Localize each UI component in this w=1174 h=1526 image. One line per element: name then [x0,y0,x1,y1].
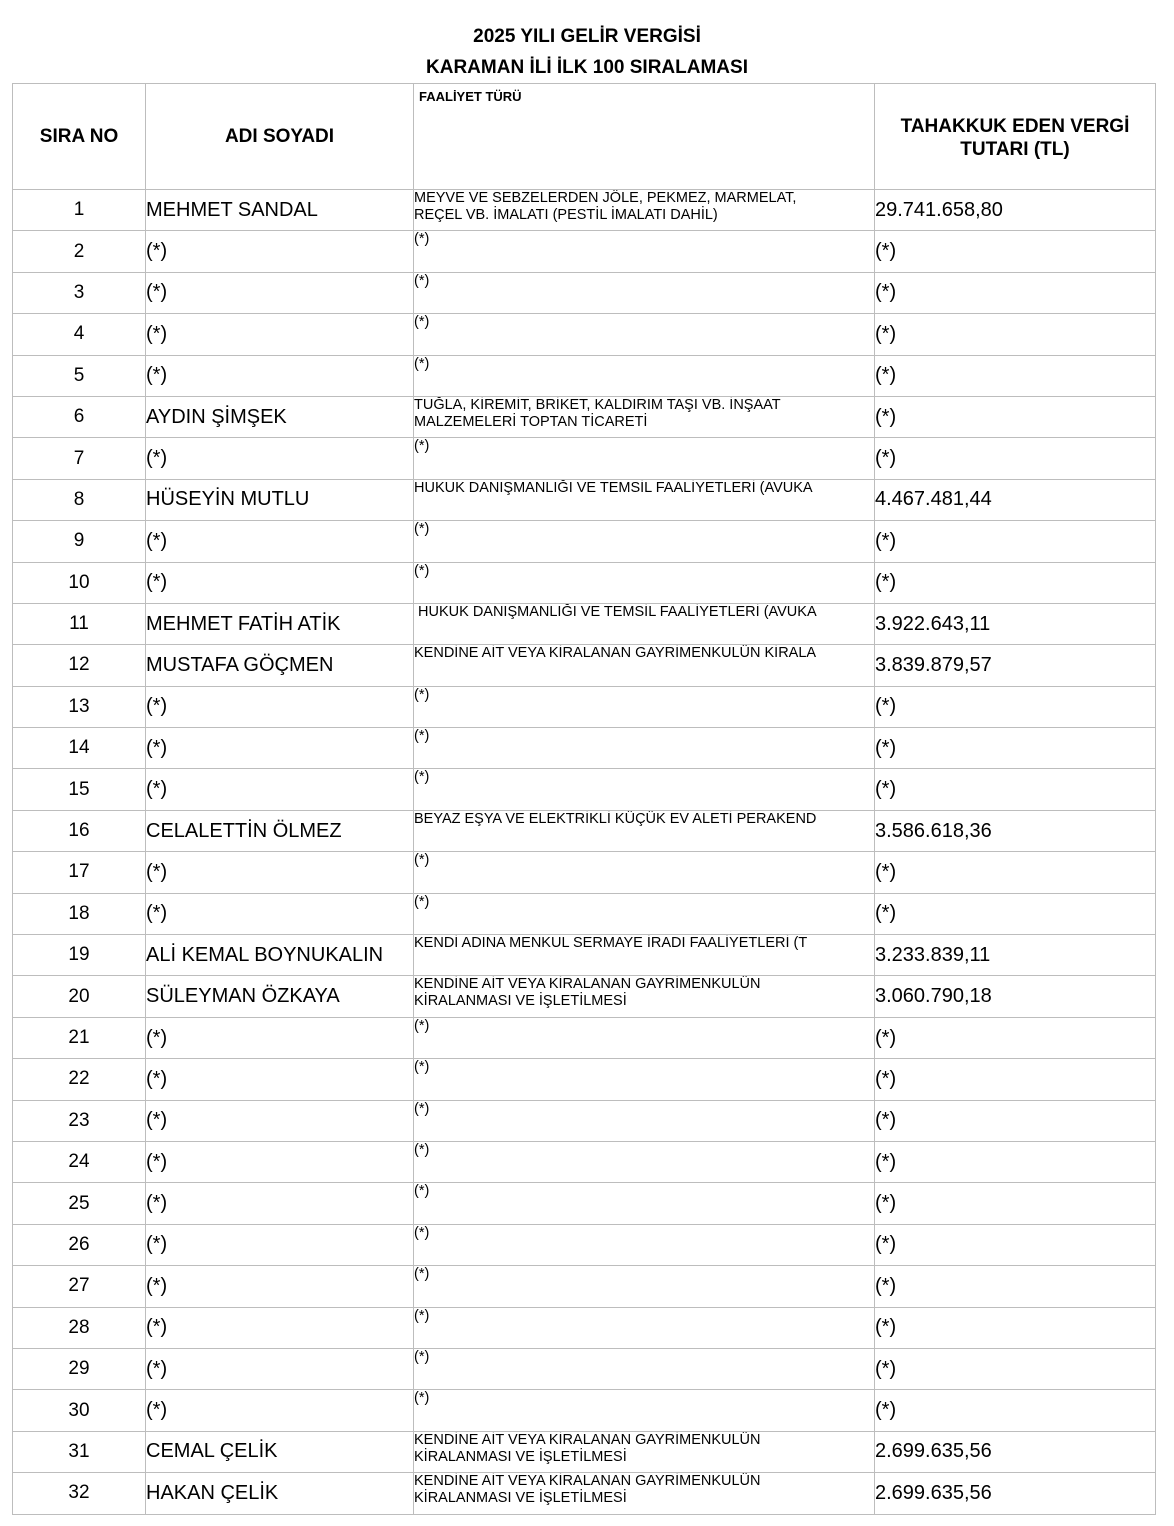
adi-soyadi-cell: CELALETTİN ÖLMEZ [146,810,414,851]
vergi-tutari-cell: 3.586.618,36 [875,810,1156,851]
adi-soyadi-cell: (*) [146,1017,414,1058]
faaliyet-turu-line: (*) [414,355,430,372]
sira-no-cell: 8 [13,479,146,520]
faaliyet-turu-cell [414,1183,875,1224]
faaliyet-turu-cell [414,1266,875,1307]
vergi-tutari-cell: (*) [875,1390,1156,1431]
adi-soyadi-cell: (*) [146,562,414,603]
faaliyet-turu-cell [414,603,875,644]
table-row [13,1266,1156,1307]
table-row [13,272,1156,313]
faaliyet-turu-line: MEYVE VE SEBZELERDEN JÖLE, PEKMEZ, MARMELAT, [414,190,797,206]
faaliyet-turu-cell [414,1473,875,1514]
table-row [13,231,1156,272]
table-row [13,603,1156,644]
sira-no-cell: 15 [13,769,146,810]
faaliyet-turu-line: KENDİNE AİT VEYA KİRALANAN GAYRİMENKULÜN [414,976,761,993]
adi-soyadi-cell: (*) [146,686,414,727]
table-row [13,728,1156,769]
vergi-tutari-cell: (*) [875,272,1156,313]
header-faaliyet-turu: FAALİYET TÜRÜ [414,84,875,190]
table-row [13,686,1156,727]
vergi-tutari-cell: (*) [875,1141,1156,1182]
header-sira-no: SIRA NO [13,84,146,190]
faaliyet-turu-cell [414,728,875,769]
table-row [13,976,1156,1017]
sira-no-cell: 5 [13,355,146,396]
faaliyet-turu-cell [414,562,875,603]
sira-no-cell: 31 [13,1431,146,1472]
vergi-tutari-cell: (*) [875,893,1156,934]
sira-no-cell: 30 [13,1390,146,1431]
faaliyet-turu-cell [414,1390,875,1431]
sira-no-cell: 12 [13,645,146,686]
adi-soyadi-cell: ALİ KEMAL BOYNUKALIN [146,935,414,976]
vergi-tutari-cell: (*) [875,686,1156,727]
table-row [13,1183,1156,1224]
vergi-tutari-cell: 3.233.839,11 [875,935,1156,976]
sira-no-cell: 29 [13,1348,146,1389]
sira-no-cell: 3 [13,272,146,313]
table-row [13,645,1156,686]
faaliyet-turu-cell [414,1100,875,1141]
faaliyet-turu-line: (*) [414,231,430,248]
adi-soyadi-cell: (*) [146,355,414,396]
table-row [13,1348,1156,1389]
table-row [13,355,1156,396]
faaliyet-turu-cell [414,1348,875,1389]
faaliyet-turu-cell [414,852,875,893]
sira-no-cell: 28 [13,1307,146,1348]
faaliyet-turu-line: (*) [414,1059,430,1076]
faaliyet-turu-cell [414,810,875,851]
table-row [13,1141,1156,1182]
adi-soyadi-cell: MEHMET FATİH ATİK [146,603,414,644]
faaliyet-turu-line: KİRALANMASI VE İŞLETİLMESİ [414,1490,627,1507]
table-row [13,1224,1156,1265]
vergi-tutari-cell: (*) [875,1017,1156,1058]
faaliyet-turu-line: (*) [414,438,430,455]
sira-no-cell: 23 [13,1100,146,1141]
sira-no-cell: 1 [13,190,146,231]
adi-soyadi-cell: MUSTAFA GÖÇMEN [146,645,414,686]
table-row [13,769,1156,810]
faaliyet-turu-line: (*) [414,1390,430,1407]
faaliyet-turu-cell [414,355,875,396]
vergi-tutari-cell: (*) [875,438,1156,479]
adi-soyadi-cell: (*) [146,314,414,355]
faaliyet-turu-line: HUKUK DANIŞMANLIĞI VE TEMSİL FAALİYETLERİ (AVUKA [414,479,813,496]
table-row [13,1017,1156,1058]
faaliyet-turu-line: KENDİ ADINA MENKUL SERMAYE İRADI FAALİYETLERİ (T [414,935,808,952]
faaliyet-turu-line: TUĞLA, KİREMİT, BRİKET, KALDIRIM TAŞI VB. İNŞAAT [414,396,781,413]
adi-soyadi-cell: (*) [146,1348,414,1389]
sira-no-cell: 32 [13,1473,146,1514]
sira-no-cell: 22 [13,1059,146,1100]
faaliyet-turu-cell [414,976,875,1017]
adi-soyadi-cell: MEHMET SANDAL [146,190,414,231]
sira-no-cell: 7 [13,438,146,479]
table-row [13,893,1156,934]
faaliyet-turu-line: (*) [414,562,430,579]
vergi-tutari-cell: (*) [875,231,1156,272]
adi-soyadi-cell: HAKAN ÇELİK [146,1473,414,1514]
faaliyet-turu-cell [414,1224,875,1265]
table-row [13,562,1156,603]
faaliyet-turu-cell [414,521,875,562]
adi-soyadi-cell: (*) [146,1390,414,1431]
sira-no-cell: 18 [13,893,146,934]
faaliyet-turu-line: (*) [414,314,430,331]
document-title: 2025 YILI GELİR VERGİSİ [473,26,701,47]
adi-soyadi-cell: HÜSEYİN MUTLU [146,479,414,520]
faaliyet-turu-line: (*) [414,686,430,703]
table-row [13,438,1156,479]
vergi-tutari-cell: (*) [875,1266,1156,1307]
sira-no-cell: 10 [13,562,146,603]
sira-no-cell: 11 [13,603,146,644]
vergi-tutari-cell: 3.922.643,11 [875,603,1156,644]
faaliyet-turu-cell [414,1059,875,1100]
table-row [13,190,1156,231]
faaliyet-turu-cell [414,396,875,437]
faaliyet-turu-line: (*) [414,1266,430,1283]
faaliyet-turu-cell [414,893,875,934]
faaliyet-turu-line: HUKUK DANIŞMANLIĞI VE TEMSİL FAALİYETLERİ (AVUKA [414,603,817,620]
faaliyet-turu-cell [414,1017,875,1058]
table-row [13,396,1156,437]
sira-no-cell: 13 [13,686,146,727]
faaliyet-turu-line: KENDİNE AİT VEYA KİRALANAN GAYRİMENKULÜN KİRALA [414,645,817,662]
table-row [13,1100,1156,1141]
faaliyet-turu-line: (*) [414,272,430,289]
vergi-tutari-cell: 29.741.658,80 [875,190,1156,231]
vergi-tutari-cell: (*) [875,1059,1156,1100]
sira-no-cell: 2 [13,231,146,272]
document-subtitle: KARAMAN İLİ İLK 100 SIRALAMASI [426,57,748,78]
vergi-tutari-cell: (*) [875,1183,1156,1224]
adi-soyadi-cell: (*) [146,231,414,272]
sira-no-cell: 26 [13,1224,146,1265]
faaliyet-turu-cell [414,1431,875,1472]
table-row [13,314,1156,355]
vergi-tutari-cell: (*) [875,521,1156,562]
adi-soyadi-cell: CEMAL ÇELİK [146,1431,414,1472]
faaliyet-turu-cell [414,1141,875,1182]
sira-no-cell: 24 [13,1141,146,1182]
vergi-tutari-cell: (*) [875,1307,1156,1348]
faaliyet-turu-cell [414,438,875,479]
table-header-row [13,84,1156,190]
table-row [13,810,1156,851]
faaliyet-turu-line: KENDİNE AİT VEYA KİRALANAN GAYRİMENKULÜN [414,1473,761,1490]
adi-soyadi-cell: (*) [146,1266,414,1307]
header-vergi-tutari: TAHAKKUK EDEN VERGİ TUTARI (TL) [875,84,1156,190]
faaliyet-turu-line: KENDİNE AİT VEYA KİRALANAN GAYRİMENKULÜN [414,1431,761,1448]
header-adi-soyadi: ADI SOYADI [146,84,414,190]
vergi-tutari-cell: 4.467.481,44 [875,479,1156,520]
adi-soyadi-cell: (*) [146,1224,414,1265]
vergi-tutari-cell: 2.699.635,56 [875,1473,1156,1514]
adi-soyadi-cell: AYDIN ŞİMŞEK [146,396,414,437]
faaliyet-turu-line: (*) [414,521,430,538]
adi-soyadi-cell: (*) [146,1100,414,1141]
faaliyet-turu-line: (*) [414,1017,430,1034]
faaliyet-turu-line: (*) [414,1307,430,1324]
vergi-tutari-cell: (*) [875,355,1156,396]
adi-soyadi-cell: (*) [146,1059,414,1100]
faaliyet-turu-line: (*) [414,1183,430,1200]
sira-no-cell: 9 [13,521,146,562]
table-body [13,190,1156,1515]
faaliyet-turu-line: (*) [414,1141,430,1158]
faaliyet-turu-line: KİRALANMASI VE İŞLETİLMESİ [414,993,627,1010]
adi-soyadi-cell: (*) [146,1141,414,1182]
adi-soyadi-cell: (*) [146,769,414,810]
faaliyet-turu-line: (*) [414,1224,430,1241]
table-row [13,1473,1156,1514]
adi-soyadi-cell: (*) [146,272,414,313]
sira-no-cell: 17 [13,852,146,893]
faaliyet-turu-cell [414,645,875,686]
adi-soyadi-cell: (*) [146,893,414,934]
vergi-tutari-cell: (*) [875,396,1156,437]
sira-no-cell: 19 [13,935,146,976]
faaliyet-turu-line: (*) [414,769,430,786]
adi-soyadi-cell: (*) [146,521,414,562]
sira-no-cell: 14 [13,728,146,769]
faaliyet-turu-cell [414,769,875,810]
faaliyet-turu-cell [414,190,875,231]
faaliyet-turu-line: MALZEMELERİ TOPTAN TİCARETİ [414,413,648,430]
vergi-tutari-cell: (*) [875,1100,1156,1141]
adi-soyadi-cell: (*) [146,728,414,769]
adi-soyadi-cell: (*) [146,1183,414,1224]
faaliyet-turu-line: (*) [414,1348,430,1365]
table-row [13,479,1156,520]
vergi-tutari-cell: (*) [875,1224,1156,1265]
table-row [13,1390,1156,1431]
adi-soyadi-cell: (*) [146,1307,414,1348]
vergi-tutari-cell: (*) [875,852,1156,893]
faaliyet-turu-cell [414,479,875,520]
adi-soyadi-cell: (*) [146,438,414,479]
faaliyet-turu-line: (*) [414,852,430,869]
sira-no-cell: 21 [13,1017,146,1058]
table-row [13,1307,1156,1348]
vergi-tutari-cell: (*) [875,314,1156,355]
sira-no-cell: 25 [13,1183,146,1224]
vergi-tutari-cell: 3.060.790,18 [875,976,1156,1017]
faaliyet-turu-cell [414,686,875,727]
faaliyet-turu-line: REÇEL VB. İMALATI (PESTİL İMALATI DAHİL) [414,207,718,223]
faaliyet-turu-line: BEYAZ EŞYA VE ELEKTRİKLİ KÜÇÜK EV ALETİ PERAKEND [414,810,817,827]
table-row [13,1431,1156,1472]
sira-no-cell: 27 [13,1266,146,1307]
vergi-tutari-cell: (*) [875,1348,1156,1389]
vergi-tutari-cell: (*) [875,769,1156,810]
faaliyet-turu-line: (*) [414,1100,430,1117]
table-row [13,935,1156,976]
faaliyet-turu-cell [414,314,875,355]
faaliyet-turu-line: (*) [414,728,430,745]
faaliyet-turu-cell [414,1307,875,1348]
table-row [13,1059,1156,1100]
faaliyet-turu-line: (*) [414,893,430,910]
adi-soyadi-cell: (*) [146,852,414,893]
adi-soyadi-cell: SÜLEYMAN ÖZKAYA [146,976,414,1017]
ranking-table [12,83,1156,1515]
faaliyet-turu-line: KİRALANMASI VE İŞLETİLMESİ [414,1448,627,1465]
vergi-tutari-cell: (*) [875,728,1156,769]
faaliyet-turu-cell [414,272,875,313]
faaliyet-turu-cell [414,231,875,272]
sira-no-cell: 6 [13,396,146,437]
vergi-tutari-cell: 2.699.635,56 [875,1431,1156,1472]
faaliyet-turu-cell [414,935,875,976]
vergi-tutari-cell: (*) [875,562,1156,603]
sira-no-cell: 20 [13,976,146,1017]
table-row [13,521,1156,562]
sira-no-cell: 4 [13,314,146,355]
table-row [13,852,1156,893]
sira-no-cell: 16 [13,810,146,851]
vergi-tutari-cell: 3.839.879,57 [875,645,1156,686]
